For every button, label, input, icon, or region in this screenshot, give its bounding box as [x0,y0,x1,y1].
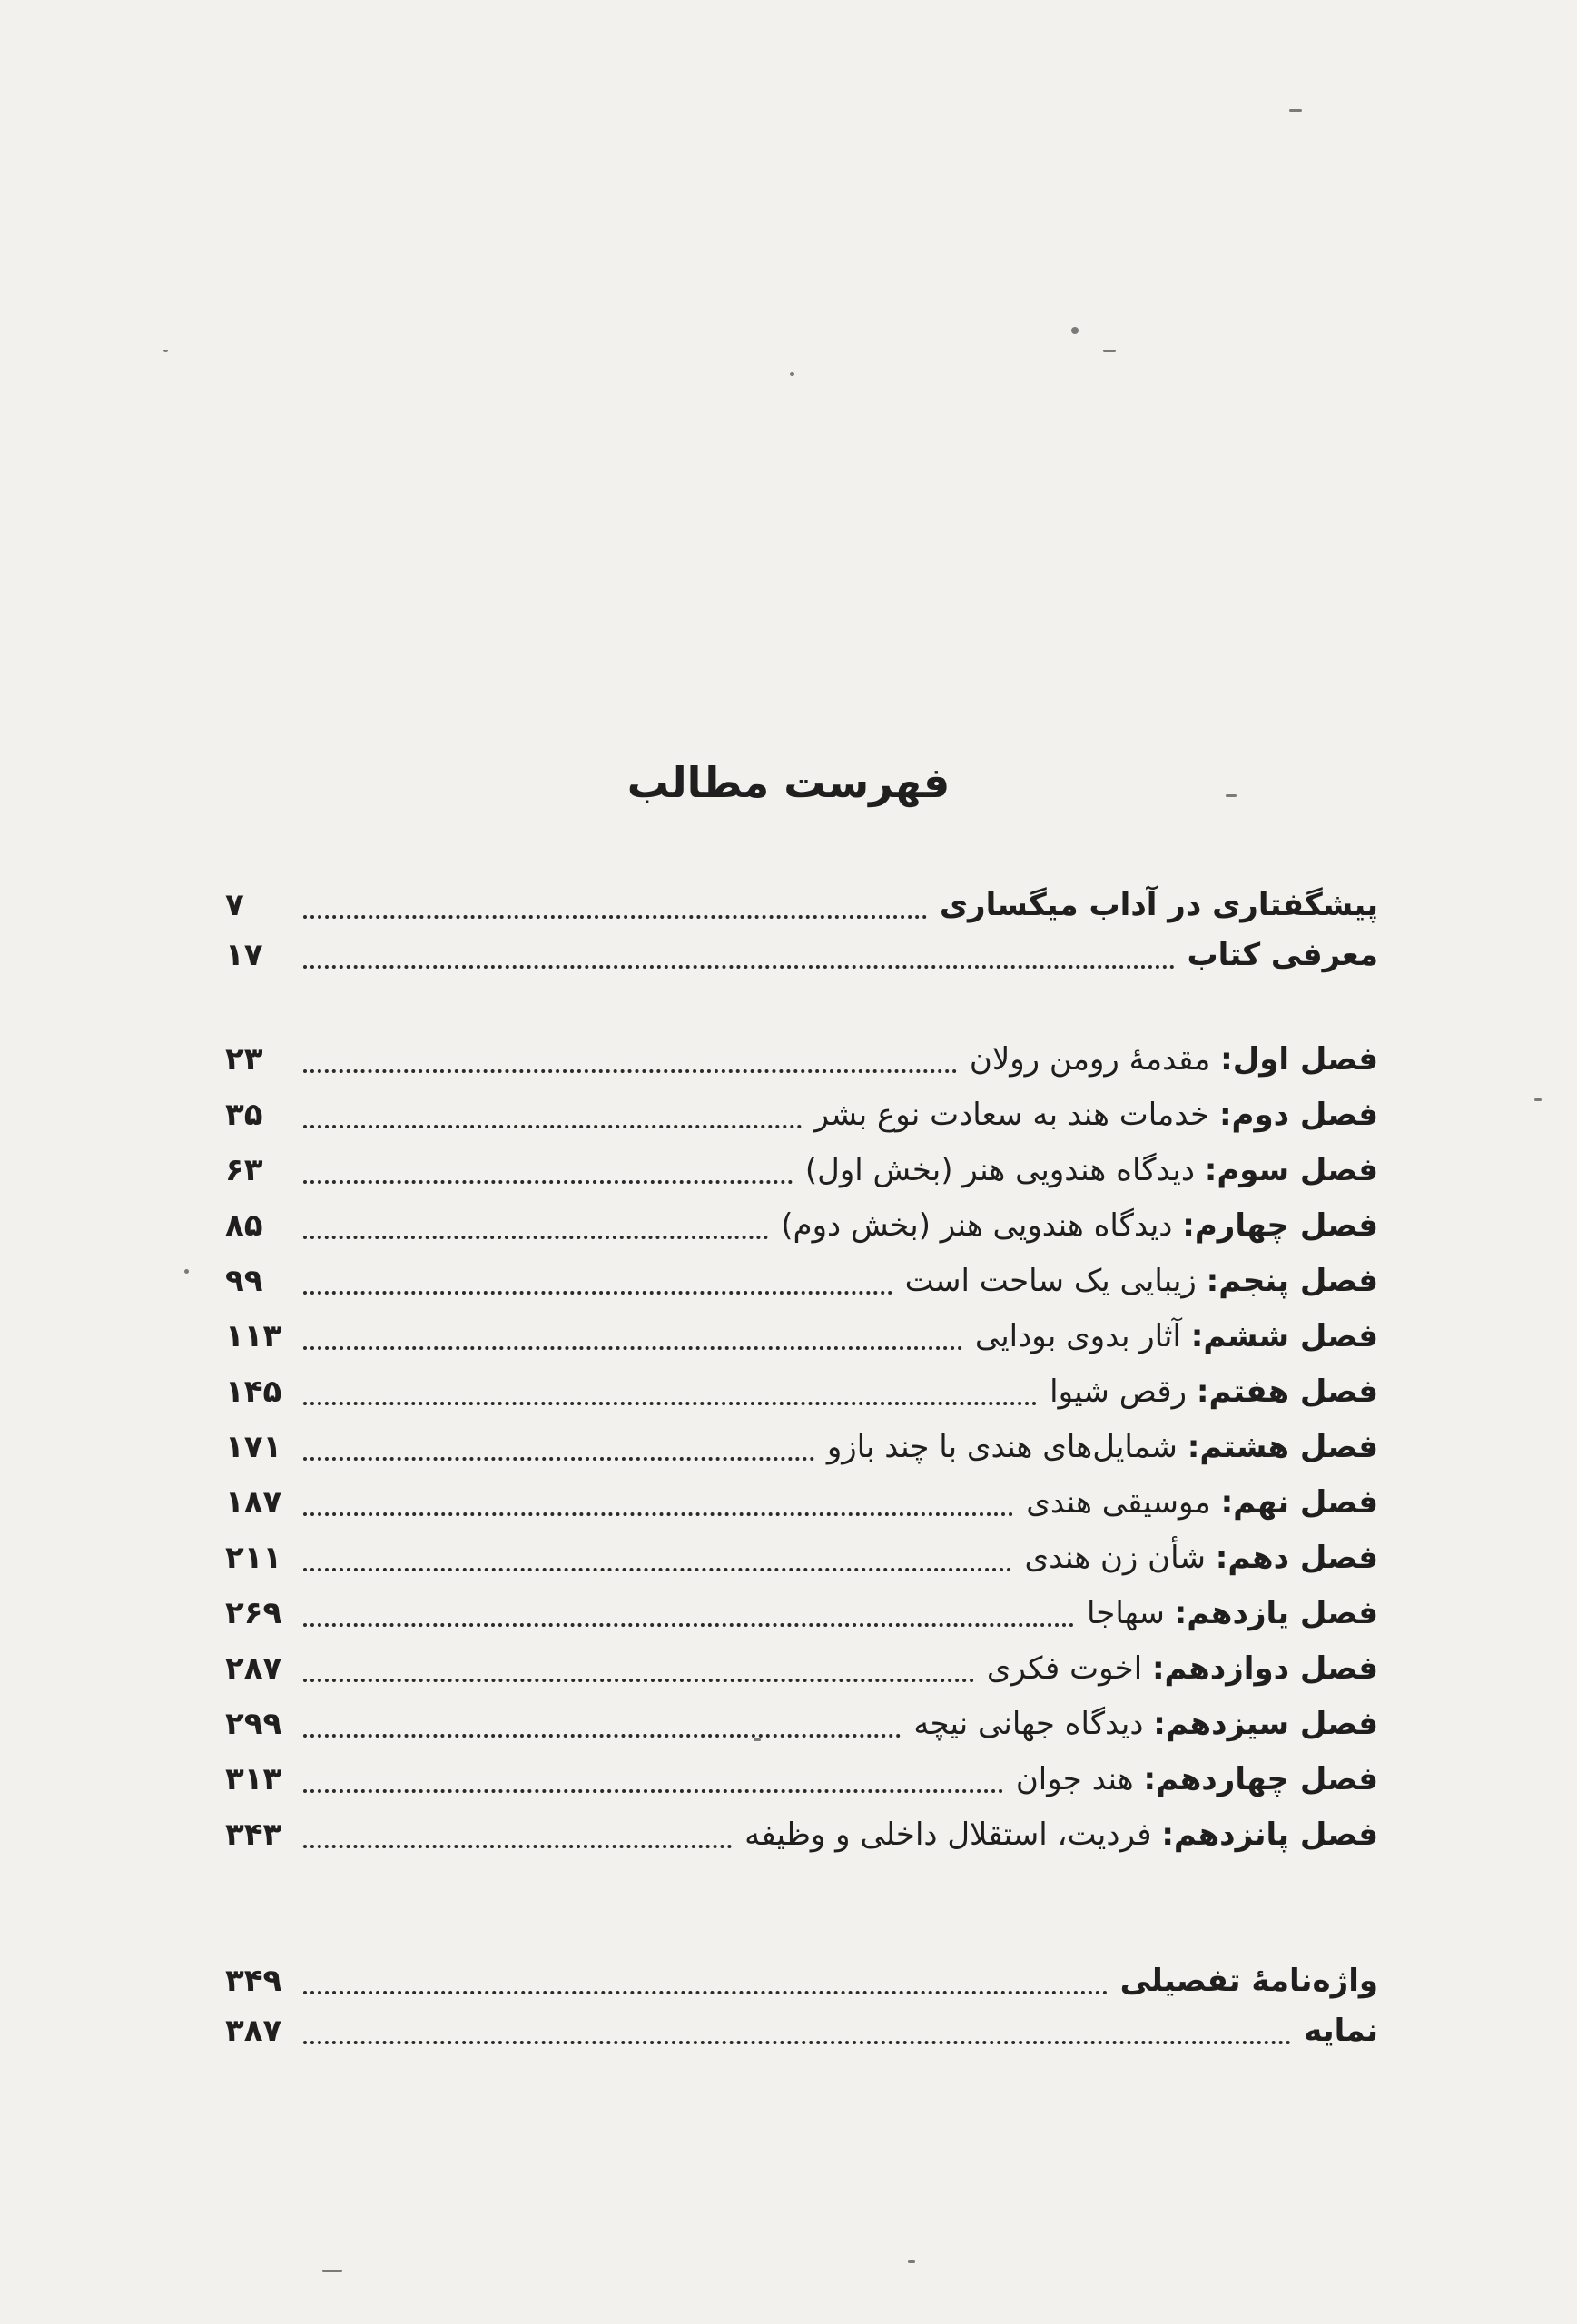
chapter-title: خدمات هند به سعادت نوع بشر [813,1097,1219,1133]
dot-leader [303,1568,1011,1571]
chapter-prefix: فصل هفتم: [1196,1374,1378,1410]
paper-speck [908,2260,915,2263]
dot-leader [303,1180,793,1184]
dot-leader [303,2041,1291,2044]
dot-leader [303,1457,814,1461]
toc-page-number: ۱۸۷ [225,1484,282,1521]
toc-page-number: ۲۸۷ [225,1650,282,1687]
toc-page-number: ۶۳ [225,1152,263,1188]
toc-chapters [225,1032,1378,1863]
chapter-title: سهاجا [1086,1595,1175,1631]
toc-entry-title [913,1697,1378,1752]
toc-entry-title [744,1807,1378,1863]
toc-entry [225,1586,1378,1641]
toc-entry-title [987,1641,1378,1697]
toc-page-number: ۳۴۳ [225,1817,282,1853]
toc-page-number: ۷ [225,887,244,923]
chapter-prefix: فصل سیزدهم: [1153,1706,1378,1742]
toc-entry-title [1026,1475,1378,1531]
toc-entry [225,1254,1378,1309]
dot-leader [303,1623,1074,1627]
toc-entry [225,1956,1378,2006]
toc-entry-title: معرفی کتاب [1187,937,1378,973]
paper-speck [1226,794,1237,797]
toc-entry [225,1475,1378,1531]
toc-page-number: ۱۱۳ [225,1318,282,1354]
toc-entry [225,931,1378,980]
toc-entry-title [905,1254,1378,1309]
dot-leader [303,1845,732,1848]
toc-page-number: ۲۳ [225,1041,263,1078]
toc-entry [225,1198,1378,1254]
toc-entry-title [1050,1364,1378,1420]
chapter-title: دیدگاه هندویی هنر (بخش اول) [804,1152,1205,1188]
dot-leader [303,1789,1003,1793]
chapter-title: اخوت فکری [986,1650,1152,1687]
toc-entry [225,1697,1378,1752]
toc-page-number: ۱۴۵ [225,1374,282,1410]
toc-page-number: ۳۵ [225,1097,263,1133]
toc-entry-title [970,1032,1378,1088]
page-title: فهرست مطالب [626,758,951,807]
chapter-title: شمایل‌های هندی با چند بازو [826,1429,1188,1465]
toc-entry [225,1807,1378,1863]
toc-entry-title [1024,1531,1378,1586]
paper-speck [184,1269,189,1274]
paper-speck [1289,109,1302,112]
chapter-title: زیبایی یک ساحت است [904,1263,1207,1299]
chapter-title: شأن زن هندی [1024,1540,1216,1576]
dot-leader [303,915,927,919]
chapter-prefix: فصل هشتم: [1187,1429,1378,1465]
chapter-prefix: فصل چهاردهم: [1143,1761,1378,1797]
chapter-title: آثار بدوی بودایی [974,1318,1191,1354]
dot-leader [303,1236,768,1239]
chapter-prefix: فصل پانزدهم: [1161,1817,1378,1853]
toc-page-number: ۹۹ [225,1263,263,1299]
toc-page-number: ۳۸۷ [225,2013,282,2049]
dot-leader [303,1069,957,1073]
toc-entry [225,1088,1378,1143]
chapter-prefix: فصل دهم: [1215,1540,1378,1576]
chapter-title: فردیت، استقلال داخلی و وظیفه [744,1817,1162,1853]
dot-leader [303,1734,901,1738]
toc-entry-title [1087,1586,1378,1641]
toc-entry [225,1752,1378,1807]
dot-leader [303,1346,962,1350]
paper-speck [790,372,794,376]
toc-page-number: ۲۹۹ [225,1706,282,1742]
chapter-title: مقدمهٔ رومن رولان [969,1041,1221,1078]
toc-entry-title [805,1143,1378,1198]
chapter-prefix: فصل اول: [1220,1041,1378,1078]
toc-page-number: ۳۴۹ [225,1963,282,1999]
toc-entry-title [814,1088,1378,1143]
chapter-prefix: فصل دوم: [1218,1097,1378,1133]
toc-entry [225,1531,1378,1586]
toc-page-number: ۳۱۳ [225,1761,282,1797]
chapter-title: دیدگاه هندویی هنر (بخش دوم) [781,1207,1183,1244]
dot-leader [303,1991,1108,1994]
paper-speck [163,350,168,352]
paper-speck [322,2270,342,2272]
dot-leader [303,1512,1013,1516]
chapter-prefix: فصل نهم: [1220,1484,1378,1521]
toc-page-number: ۲۶۹ [225,1595,282,1631]
toc-entry [225,1309,1378,1364]
toc-entry [225,1364,1378,1420]
toc-entry-title: واژه‌نامهٔ تفصیلی [1119,1963,1378,1999]
toc-entry [225,1143,1378,1198]
paper-speck [1534,1098,1542,1101]
toc-back-matter [225,1956,1378,2056]
toc-entry-title: نمایه [1304,2013,1378,2049]
dot-leader [303,965,1175,969]
toc-front-matter [225,881,1378,980]
dot-leader [303,1125,802,1128]
chapter-prefix: فصل پنجم: [1206,1263,1378,1299]
dot-leader [303,1402,1037,1405]
toc-entry [225,1641,1378,1697]
paper-speck [1103,350,1116,352]
toc-entry-title: پیشگفتاری در آداب میگساری [939,887,1378,923]
paper-speck [1071,327,1079,334]
toc-page-number: ۱۷ [225,937,263,973]
dot-leader [303,1679,974,1682]
toc-entry-title [781,1198,1378,1254]
toc-entry-title [1016,1752,1378,1807]
toc-entry-title [827,1420,1378,1475]
chapter-title: موسیقی هندی [1026,1484,1221,1521]
toc-page-number: ۲۱۱ [225,1540,282,1576]
chapter-prefix: فصل چهارم: [1182,1207,1378,1244]
chapter-prefix: فصل دوازدهم: [1151,1650,1378,1687]
chapter-prefix: فصل ششم: [1190,1318,1378,1354]
toc-entry [225,881,1378,931]
toc-entry [225,2006,1378,2056]
dot-leader [303,1291,892,1295]
toc-page-number: ۱۷۱ [225,1429,282,1465]
chapter-title: رقص شیوا [1050,1374,1197,1410]
toc-entry [225,1420,1378,1475]
chapter-title: دیدگاه جهانی نیچه [913,1706,1154,1742]
chapter-prefix: فصل یازدهم: [1174,1595,1378,1631]
chapter-prefix: فصل سوم: [1204,1152,1378,1188]
toc-entry-title [975,1309,1378,1364]
toc-page-number: ۸۵ [225,1207,263,1244]
chapter-title: هند جوان [1015,1761,1144,1797]
paper-speck [754,1738,761,1741]
toc-entry [225,1032,1378,1088]
